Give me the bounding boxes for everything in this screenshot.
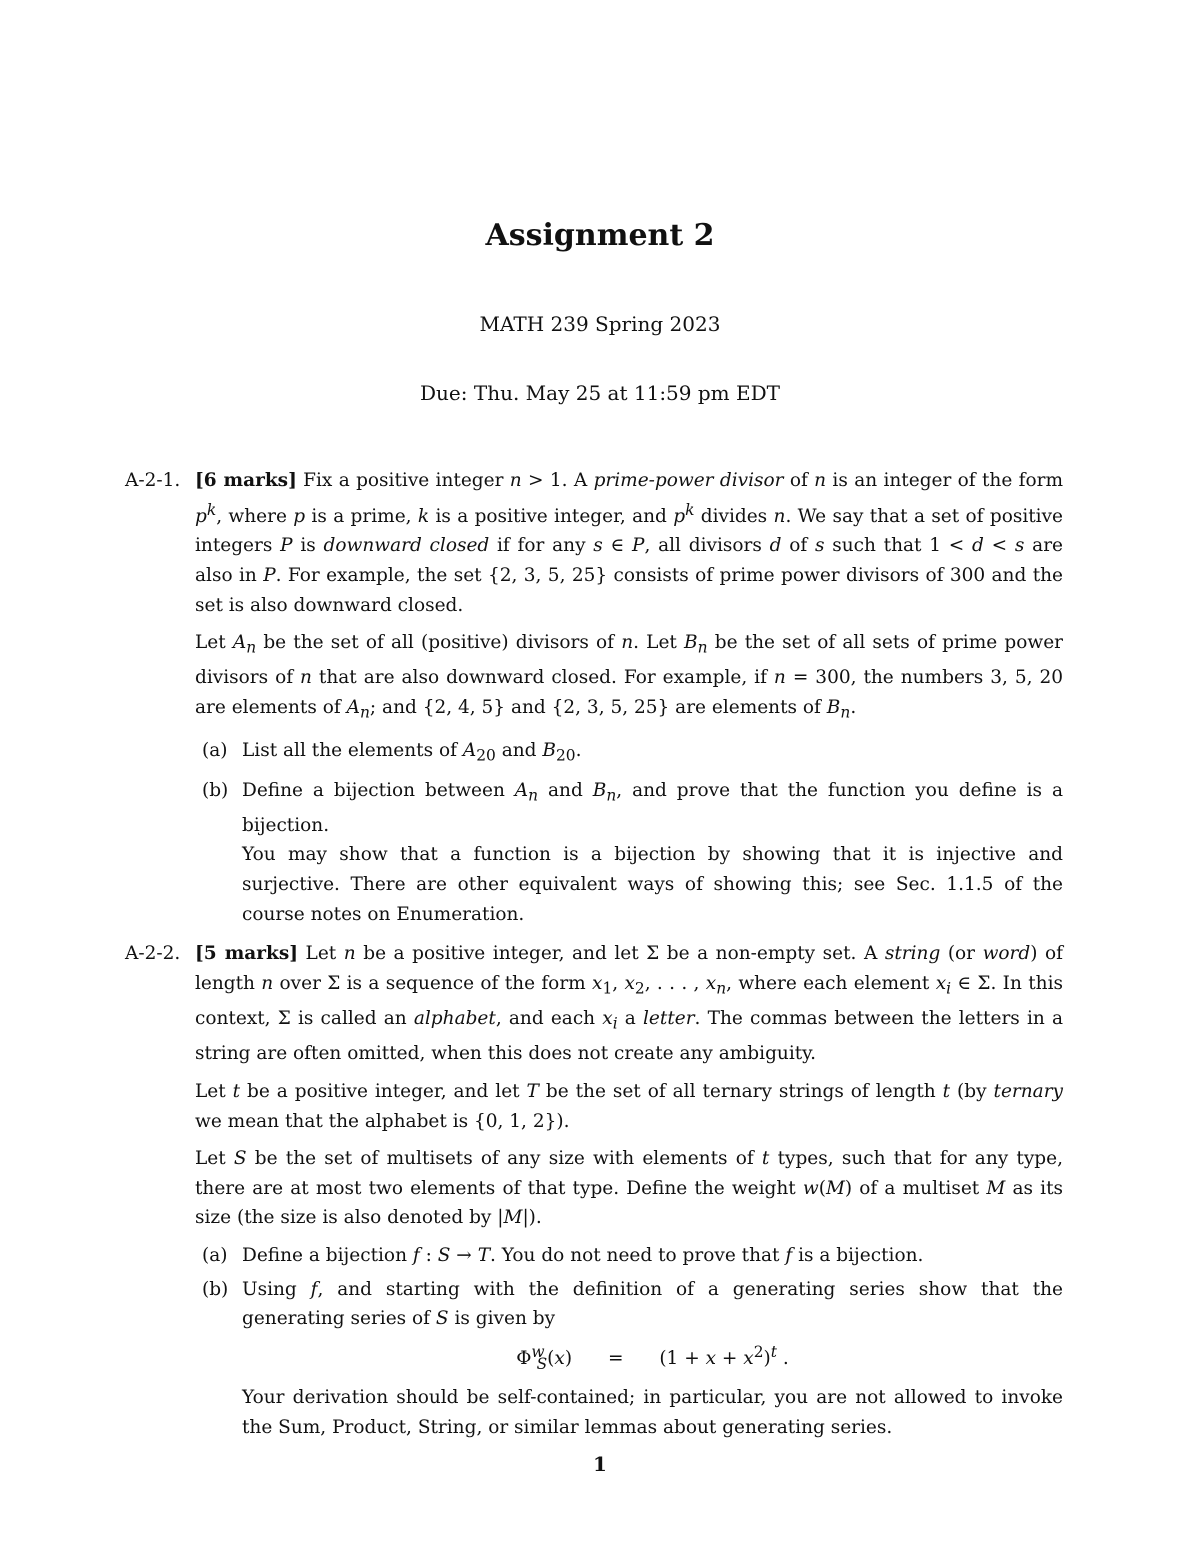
part-label: (b) [202, 779, 229, 801]
generating-series-equation: $\Phi^w_S(x) = (1 + x + x^2)^t$ . [516, 1342, 789, 1373]
problems-list [125, 466, 1063, 1452]
part-label: (b) [202, 1278, 229, 1300]
problem-label: A-2-1. [125, 470, 181, 491]
problem-paragraph: [5 marks] Let n be a positive integer, and let Σ be a non-empty set. A string (or word) of length n over Σ is a sequence of the form $x_1$, $x_2$, . . . , $x_n$, where each element $x_i$ ∈ Σ. In this context, Σ is called an alphabet, and each $x_i$ a letter. The commas between the letters in a string are often omitted, when this does not create any ambiguity. [195, 943, 1063, 1065]
document-title: Assignment 2 [485, 218, 715, 253]
problem-a-2-2 [125, 939, 1063, 1442]
problem-label: A-2-2. [125, 943, 181, 965]
problem-part-b: (b) Define a bijection between $A_n$ and $B_n$, and prove that the function you define is a bijection. You may show that a function is a bijection by showing that it is injective and surjective. There are other equivalent ways of showing this; see Sec. 1.1.5 of the course notes on Enumeration. [195, 776, 1063, 930]
problem-part-a: (a) Define a bijection f : S → T. You do not need to prove that f is a bijection. [195, 1241, 1063, 1271]
part-label: (a) [202, 1244, 228, 1266]
problem-paragraph: [6 marks] Fix a positive integer n > 1. A prime-power divisor of n is an integer of the form $p^k$, where p is a prime, k is a positive integer, and $p^k$ divides n. We say that a set of positive integers P is downward closed if for any s ∈ P, all divisors d of s such that 1 < d < s are also in P. For example, the set {2, 3, 5, 25} consists of prime power divisors of 300 and the set is also downward closed. [195, 470, 1064, 616]
page-number: 1 [593, 1452, 607, 1476]
course-name: MATH 239 Spring 2023 [479, 312, 721, 336]
part-label: (a) [202, 740, 228, 762]
problem-paragraph: Let $A_n$ be the set of all (positive) divisors of n. Let $B_n$ be the set of all sets of prime power divisors of n that are also downward closed. For example, if n = 300, the numbers 3, 5, 20 are elements of $A_n$; and {2, 4, 5} and {2, 3, 5, 25} are elements of $B_n$. [195, 632, 1063, 722]
problem-a-2-1 [125, 466, 1063, 929]
marks-label: [5 marks] [195, 943, 299, 965]
problem-paragraph: Let S be the set of multisets of any size with elements of t types, such that for any type, there are at most two elements of that type. Define the weight w(M) of a multiset M as its size (the size is also denoted by |M|). [195, 1148, 1064, 1229]
problem-part-a: (a) List all the elements of $A_{20}$ and $B_{20}$. [195, 736, 1063, 771]
problem-part-b: (b) Using f, and starting with the definition of a generating series show that the generating series of S is given by $\Phi^w_S(x) = (1 + x + x^2)^t$ . Your derivation should be self-contained; in particular, you are not allowed to invoke the Sum, Product, String, or similar lemmas about generating series. [195, 1275, 1063, 1443]
marks-label: [6 marks] [195, 470, 297, 491]
due-date: Due: Thu. May 25 at 11:59 pm EDT [420, 381, 780, 405]
part-note: Your derivation should be self-contained; in particular, you are not allowed to invoke the Sum, Product, String, or similar lemmas about generating series. [242, 1387, 1063, 1438]
part-note: You may show that a function is a bijection by showing that it is injective and surjective. There are other equivalent ways of showing this; see Sec. 1.1.5 of the course notes on Enumeration. [242, 844, 1063, 925]
problem-paragraph: Let t be a positive integer, and let T be the set of all ternary strings of length t (by ternary we mean that the alphabet is {0, 1, 2}). [195, 1080, 1063, 1132]
